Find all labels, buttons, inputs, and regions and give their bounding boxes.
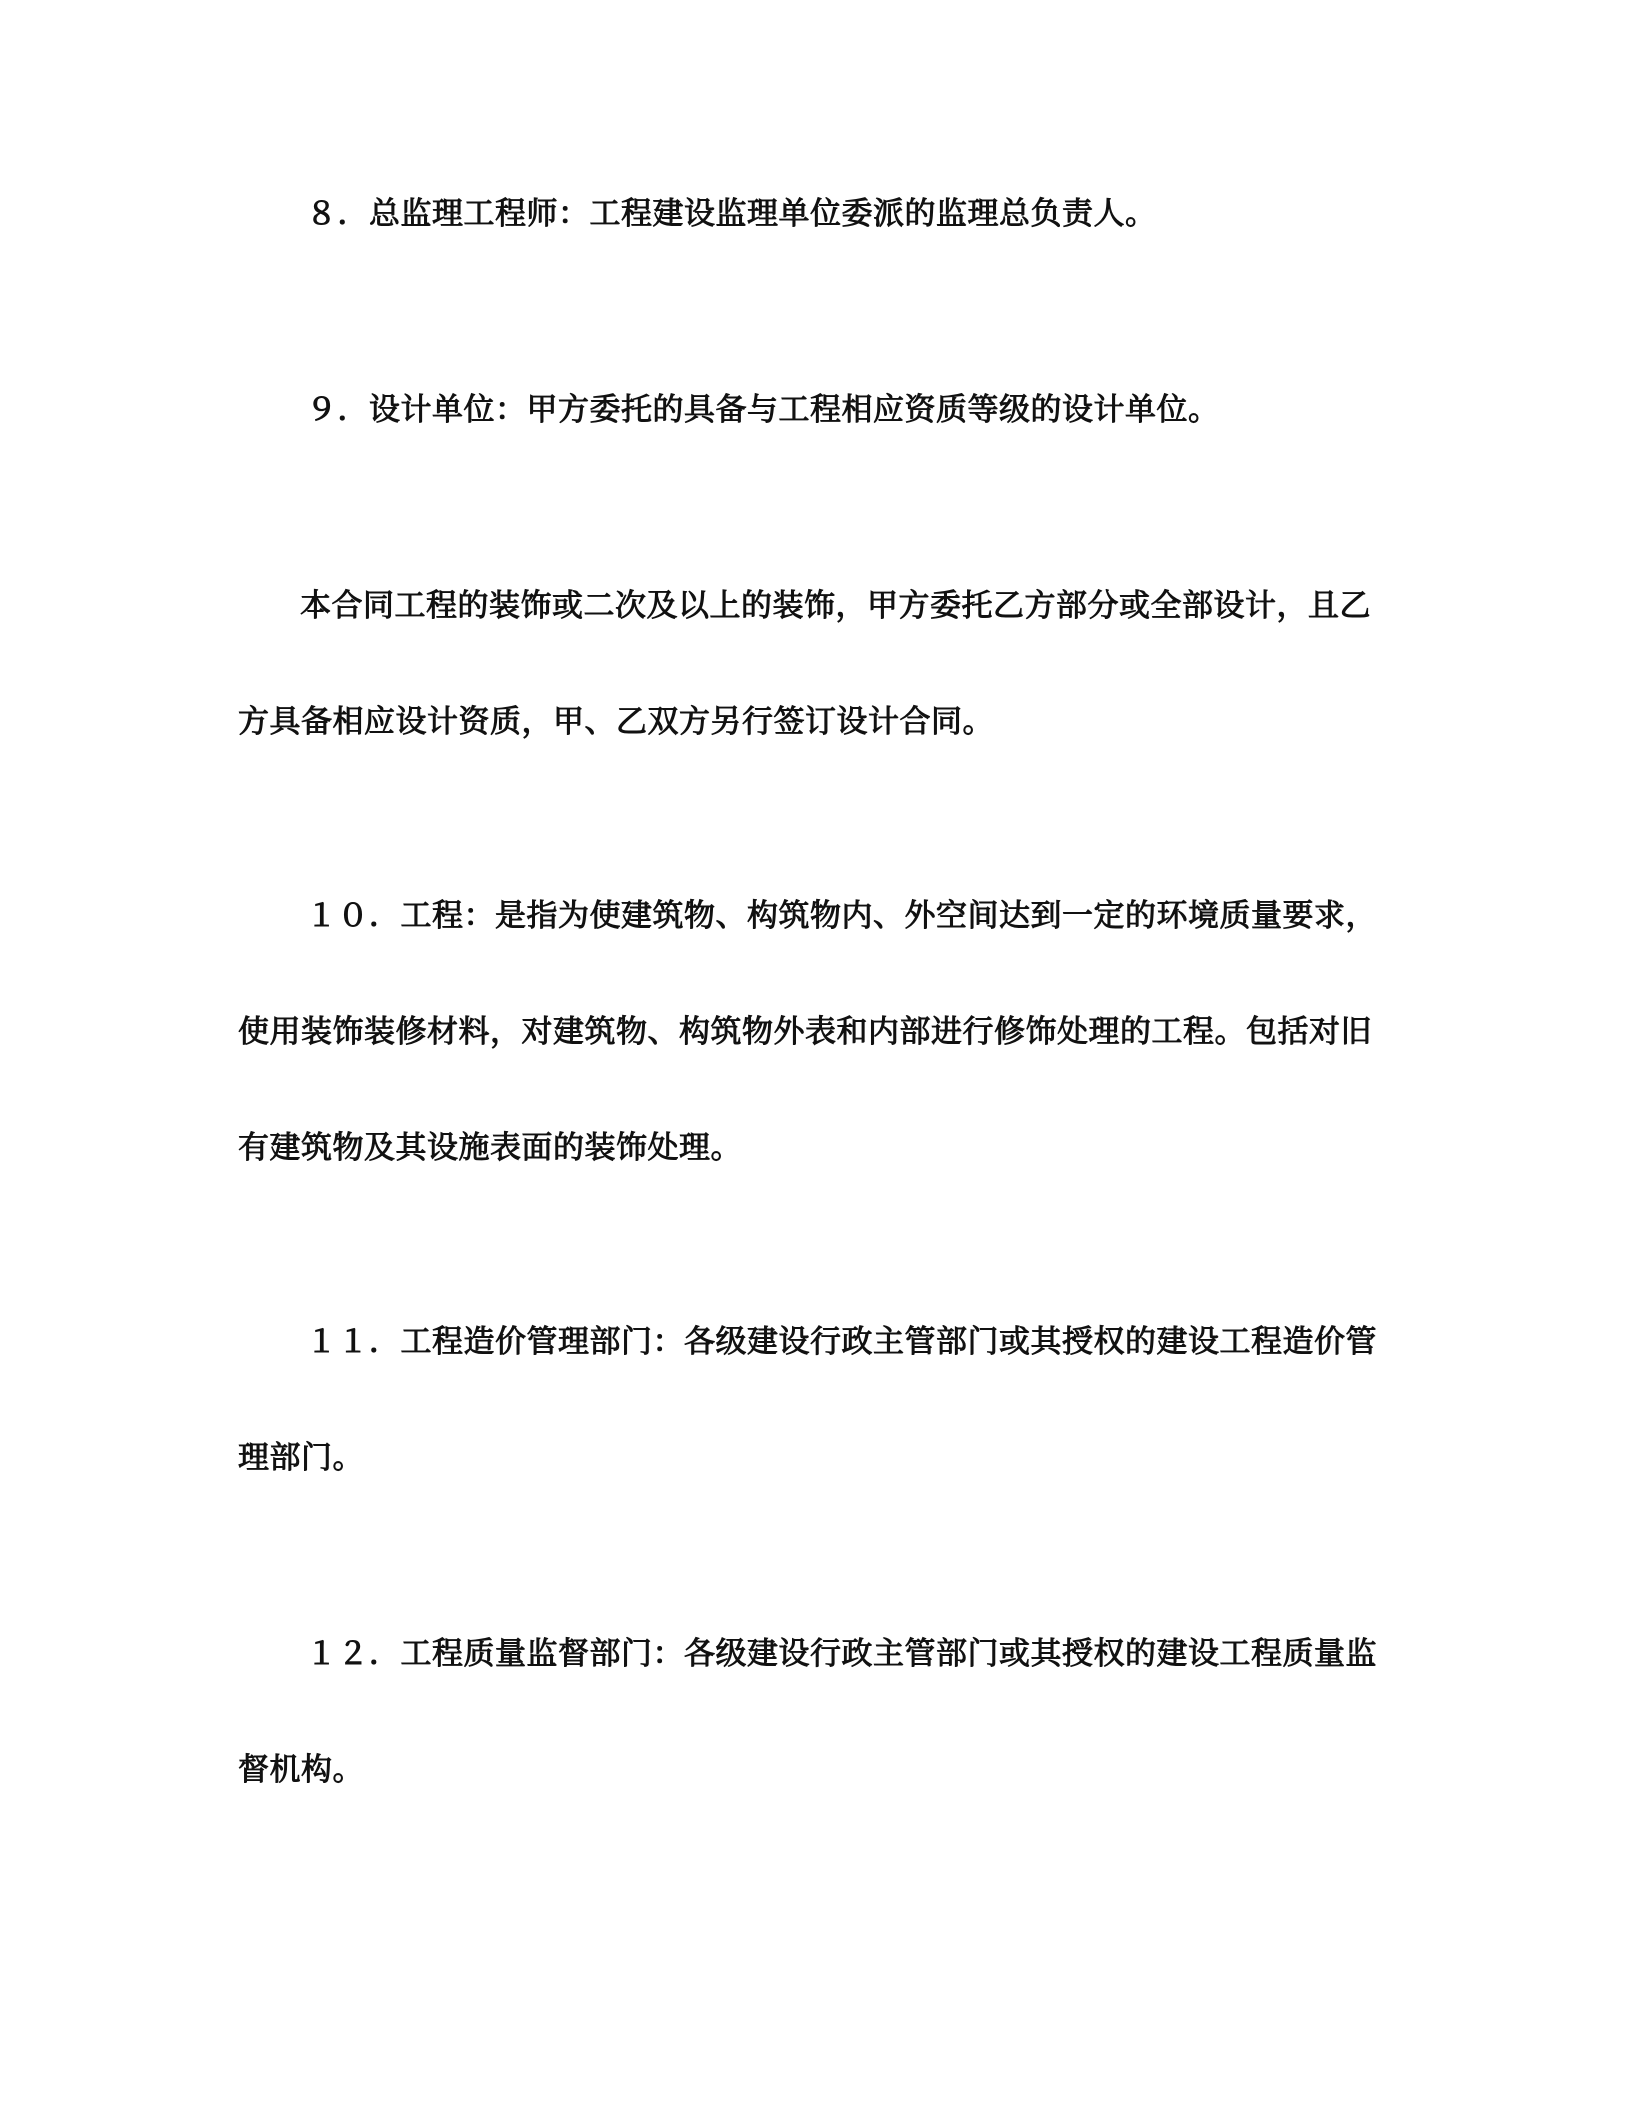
item-12-line-2: 督机构。 <box>238 1752 364 1788</box>
item-11-line-2: 理部门。 <box>238 1440 364 1476</box>
item-11-line-1: １１．工程造价管理部门：各级建设行政主管部门或其授权的建设工程造价管 <box>306 1324 1377 1360</box>
item-10-line-3: 有建筑物及其设施表面的装饰处理。 <box>238 1130 742 1166</box>
item-10-line-1: １０．工程：是指为使建筑物、构筑物内、外空间达到一定的环境质量要求， <box>306 898 1377 934</box>
item-9-line-1: ９．设计单位：甲方委托的具备与工程相应资质等级的设计单位。 <box>306 392 1220 428</box>
item-10-line-2: 使用装饰装修材料，对建筑物、构筑物外表和内部进行修饰处理的工程。包括对旧 <box>238 1014 1372 1050</box>
design-note-line-2: 方具备相应设计资质，甲、乙双方另行签订设计合同。 <box>238 704 994 740</box>
item-8-line-1: ８．总监理工程师：工程建设监理单位委派的监理总负责人。 <box>306 196 1157 232</box>
design-note-line-1: 本合同工程的装饰或二次及以上的装饰，甲方委托乙方部分或全部设计，且乙 <box>300 588 1371 624</box>
item-12-line-1: １２．工程质量监督部门：各级建设行政主管部门或其授权的建设工程质量监 <box>306 1636 1377 1672</box>
